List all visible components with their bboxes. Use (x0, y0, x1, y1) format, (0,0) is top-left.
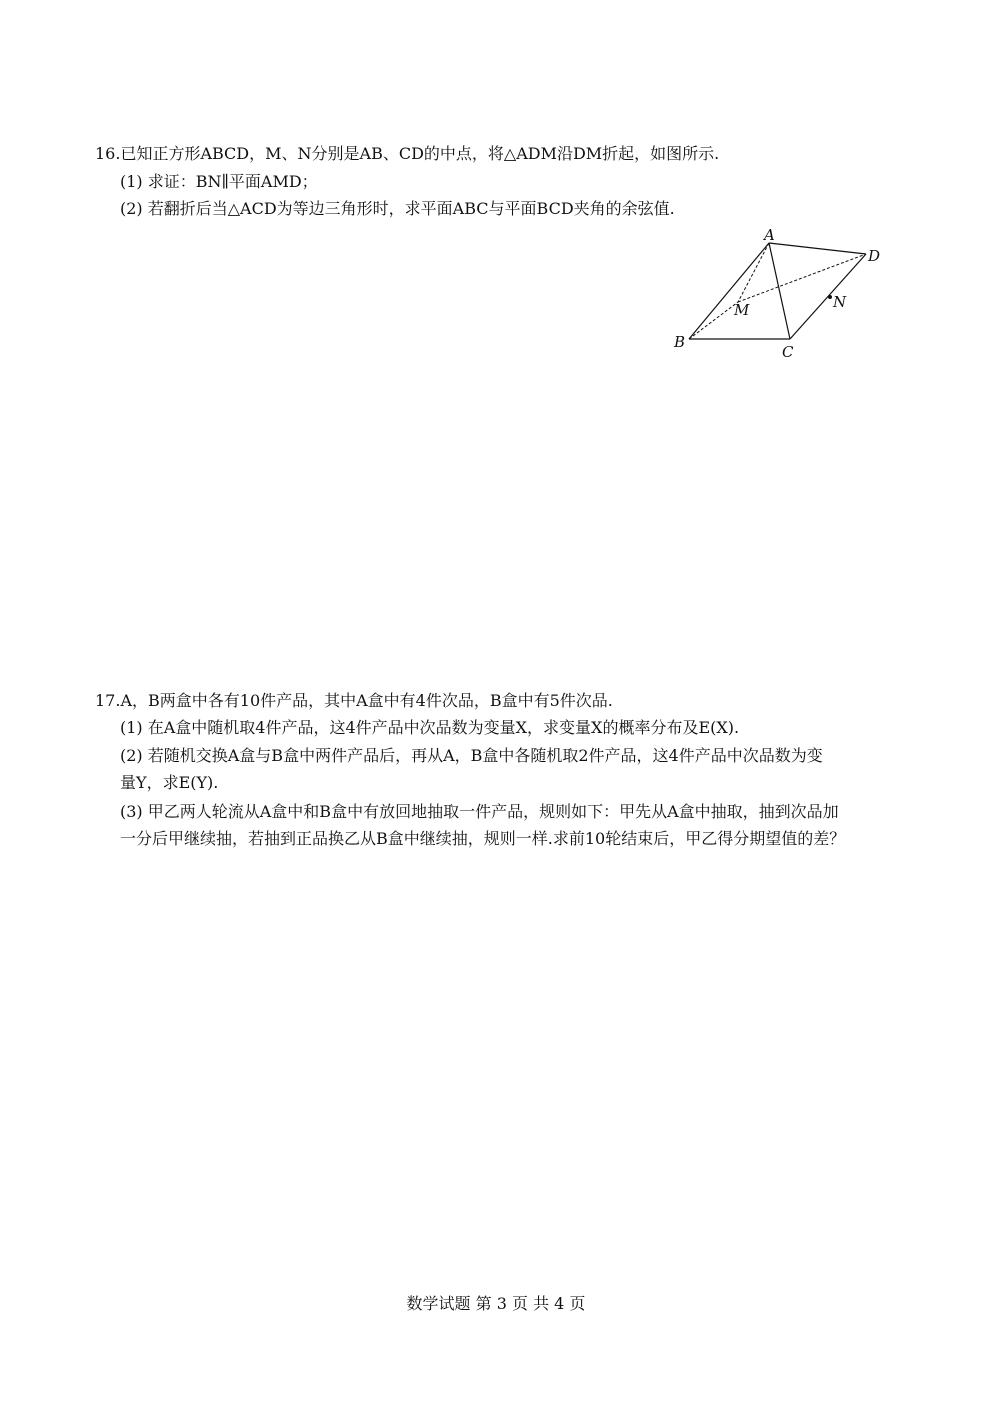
edge-CD (790, 254, 866, 339)
folded-square-diagram (668, 222, 890, 364)
q17-part3-line2: 一分后甲继续抽，若抽到正品换乙从B盒中继续抽，规则一样.求前10轮结束后，甲乙得分期望值的差？ (120, 829, 846, 848)
q17-part2-line1: (2) 若随机交换A盒与B盒中两件产品后，再从A，B盒中各随机取2件产品，这4件产品中次品数为变 (120, 746, 823, 765)
q16-stem: 16.已知正方形ABCD，M、N分别是AB、CD的中点，将△ADM沿DM折起，如图所示. (95, 144, 720, 163)
label-N: N (833, 293, 847, 311)
edge-BM (689, 302, 738, 339)
q16-part2: (2) 若翻折后当△ACD为等边三角形时，求平面ABC与平面BCD夹角的余弦值. (120, 199, 675, 218)
edge-AC (769, 243, 790, 339)
label-M: M (734, 301, 750, 319)
q16-part1: (1) 求证：BN∥平面AMD； (120, 172, 318, 191)
point-N (828, 295, 832, 299)
edge-AD (769, 243, 866, 254)
label-D: D (868, 247, 881, 265)
edge-AM (738, 243, 769, 302)
edge-MD (738, 254, 866, 302)
q17-part1: (1) 在A盒中随机取4件产品，这4件产品中次品数为变量X，求变量X的概率分布及E(X). (120, 718, 740, 737)
label-B: B (674, 333, 686, 351)
q17-stem: 17.A，B两盒中各有10件产品，其中A盒中有4件次品，B盒中有5件次品. (95, 691, 613, 710)
label-C: C (782, 343, 794, 361)
q17-part2-line2: 量Y，求E(Y). (120, 773, 219, 792)
q16-figure (668, 222, 890, 364)
label-A: A (764, 226, 775, 244)
q17-part3-line1: (3) 甲乙两人轮流从A盒中和B盒中有放回地抽取一件产品，规则如下：甲先从A盒中抽取，抽到次品加 (120, 802, 839, 821)
page-footer: 数学试题 第 3 页 共 4 页 (406, 1294, 586, 1313)
